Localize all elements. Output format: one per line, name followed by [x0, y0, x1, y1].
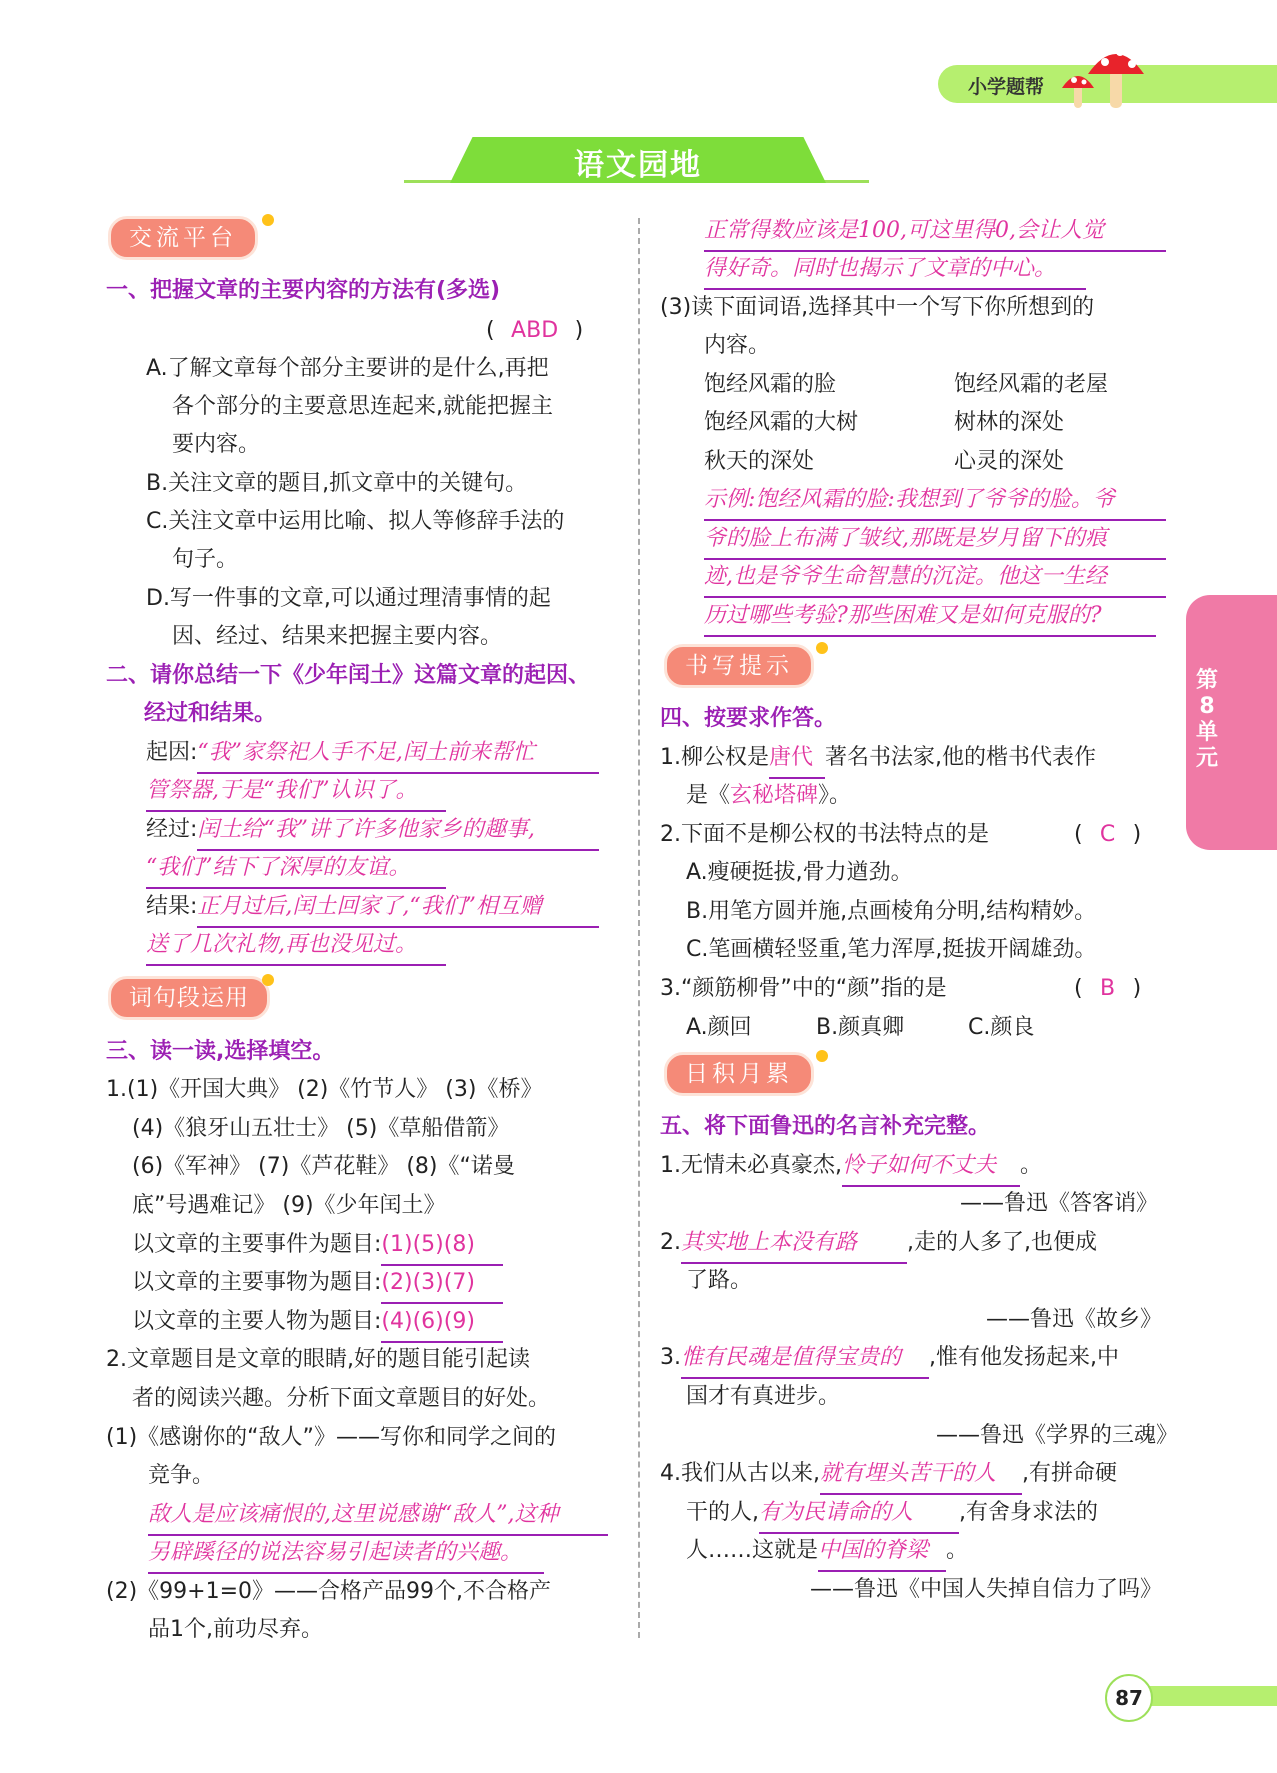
- option-a: A.了解文章每个部分主要讲的是什么,再把: [146, 356, 549, 381]
- answer-2-2-line-2: 得好奇。同时也揭示了文章的中心。: [704, 250, 1086, 290]
- section-badge-accumulation: 日积月累: [664, 1052, 814, 1096]
- section-badge-usage: 词句段运用: [108, 976, 270, 1020]
- answer-2-1-line-1: 敌人是应该痛恨的,这里说感谢“敌人”,这种: [148, 1496, 608, 1536]
- brand-name: 小学题帮: [968, 76, 1045, 98]
- fill-object: 以文章的主要事物为题目:(2)(3)(7): [132, 1264, 503, 1304]
- quote-2-cont: 了路。: [686, 1268, 753, 1293]
- section-badge-exchange: 交流平台: [108, 216, 258, 260]
- sub-question-2-1: (1)《感谢你的“敌人”》——写你和同学之间的: [106, 1425, 556, 1450]
- option-4-2-b: B.用笔方圆并施,点画棱角分明,结构精妙。: [686, 899, 1097, 924]
- page-title: 语文园地: [574, 148, 702, 183]
- word-4: 树林的深处: [954, 410, 1065, 435]
- quote-3-cont: 国才有真进步。: [686, 1384, 841, 1409]
- badge-dot: [816, 1050, 828, 1062]
- option-4-3-c: C.颜良: [968, 1015, 1035, 1040]
- word-6: 心灵的深处: [954, 449, 1065, 474]
- option-d: D.写一件事的文章,可以通过理清事情的起: [146, 586, 551, 611]
- quote-1: 1.无情未必真豪杰,怜子如何不丈夫 。: [660, 1147, 1042, 1187]
- option-4-2-a: A.瘦硬挺拔,骨力遒劲。: [686, 860, 913, 885]
- question-4-3: 3.“颜筋柳骨”中的“颜”指的是: [660, 976, 947, 1001]
- quote-2: 2.其实地上本没有路 ,走的人多了,也便成: [660, 1224, 1097, 1264]
- column-divider: [638, 218, 640, 1638]
- option-b: B.关注文章的题目,抓文章中的关键句。: [146, 471, 528, 496]
- word-2: 饱经风霜的老屋: [954, 372, 1109, 397]
- option-a-cont: 要内容。: [172, 432, 261, 457]
- answer-2-1-line-2: 另辟蹊径的说法容易引起读者的兴趣。: [148, 1534, 544, 1574]
- question-4-2: 2.下面不是柳公权的书法特点的是: [660, 822, 989, 847]
- sub-question-2: 2.文章题目是文章的眼睛,好的题目能引起读: [106, 1347, 530, 1372]
- unit-label: 第8单元: [1195, 668, 1218, 771]
- sub-question-3-cont: 内容。: [704, 333, 771, 358]
- quote-4-cont-2: 人……这就是中国的脊梁 。: [686, 1532, 968, 1572]
- question-2: 二、请你总结一下《少年闰土》这篇文章的起因、: [106, 663, 591, 688]
- answer-4-2: ( C ): [1074, 822, 1142, 847]
- result-line-2: 送了几次礼物,再也没见过。: [146, 926, 446, 966]
- question-2-cont: 经过和结果。: [144, 701, 277, 726]
- sub-question-2-2-cont: 品1个,前功尽弃。: [148, 1617, 323, 1642]
- cause-line: 起因:“我”家祭祀人手不足,闰土前来帮忙: [146, 734, 599, 774]
- question-4-1-cont: 是《玄秘塔碑》。: [686, 783, 852, 808]
- fill-person: 以文章的主要人物为题目:(4)(6)(9): [132, 1303, 503, 1343]
- sub-question-3: (3)读下面词语,选择其中一个写下你所想到的: [660, 295, 1095, 320]
- quote-3: 3.惟有民魂是值得宝贵的 ,惟有他发扬起来,中: [660, 1339, 1119, 1379]
- example-line-1: 示例:饱经风霜的脸:我想到了爷爷的脸。爷: [704, 481, 1166, 521]
- mushroom-icon: [1060, 40, 1150, 110]
- option-a-cont: 各个部分的主要意思连起来,就能把握主: [172, 394, 553, 419]
- titles-line-4: 底”号遇难记》 (9)《少年闰土》: [132, 1193, 446, 1218]
- titles-line-3: (6)《军神》 (7)《芦花鞋》 (8)《“诺曼: [132, 1154, 515, 1179]
- option-4-3-b: B.颜真卿: [816, 1015, 905, 1040]
- page-number: 87: [1105, 1674, 1153, 1722]
- section-badge-writing: 书写提示: [664, 644, 814, 688]
- option-4-3-a: A.颜回: [686, 1015, 752, 1040]
- answer-4-3: ( B ): [1074, 976, 1142, 1001]
- result-line: 结果:正月过后,闰土回家了,“我们”相互赠: [146, 888, 599, 928]
- quote-4-cont: 干的人,有为民请命的人 ,有舍身求法的: [686, 1494, 1098, 1534]
- question-4: 四、按要求作答。: [660, 706, 837, 731]
- titles-line-1: 1.(1)《开国大典》 (2)《竹节人》 (3)《桥》: [106, 1077, 543, 1102]
- sub-question-2-cont: 者的阅读兴趣。分析下面文章题目的好处。: [132, 1386, 551, 1411]
- fill-event: 以文章的主要事件为题目:(1)(5)(8): [132, 1226, 503, 1266]
- word-1: 饱经风霜的脸: [704, 372, 837, 397]
- option-4-2-c: C.笔画横轻竖重,笔力浑厚,挺拔开阔雄劲。: [686, 937, 1097, 962]
- option-c-cont: 句子。: [172, 547, 239, 572]
- example-line-3: 迹,也是爷爷生命智慧的沉淀。他这一生经: [704, 558, 1166, 598]
- question-1: 一、把握文章的主要内容的方法有(多选): [106, 278, 501, 303]
- question-4-1: 1.柳公权是唐代 著名书法家,他的楷书代表作: [660, 739, 1096, 779]
- badge-dot: [262, 974, 274, 986]
- example-line-4: 历过哪些考验?那些困难又是如何克服的?: [704, 597, 1156, 637]
- quote-2-source: ——鲁迅《故乡》: [986, 1307, 1163, 1332]
- answer-2-2-line-1: 正常得数应该是100,可这里得0,会让人觉: [704, 212, 1166, 252]
- quote-3-source: ——鲁迅《学界的三魂》: [936, 1423, 1179, 1448]
- badge-dot: [816, 642, 828, 654]
- titles-line-2: (4)《狼牙山五壮士》 (5)《草船借箭》: [132, 1116, 510, 1141]
- process-line: 经过:闰土给“我”讲了许多他家乡的趣事,: [146, 811, 599, 851]
- answer-bracket: ( ABD ): [486, 318, 584, 343]
- option-c: C.关注文章中运用比喻、拟人等修辞手法的: [146, 509, 565, 534]
- quote-4: 4.我们从古以来,就有埋头苦干的人 ,有拼命硬: [660, 1455, 1117, 1495]
- question-3: 三、读一读,选择填空。: [106, 1039, 335, 1064]
- example-line-2: 爷的脸上布满了皱纹,那既是岁月留下的痕: [704, 520, 1166, 560]
- sub-question-2-2: (2)《99+1=0》——合格产品99个,不合格产: [106, 1579, 552, 1604]
- cause-line-2: 管祭器,于是“我们”认识了。: [146, 772, 446, 812]
- quote-4-source: ——鲁迅《中国人失掉自信力了吗》: [810, 1577, 1163, 1602]
- word-5: 秋天的深处: [704, 449, 815, 474]
- question-5: 五、将下面鲁迅的名言补充完整。: [660, 1114, 991, 1139]
- quote-1-source: ——鲁迅《答客诮》: [960, 1191, 1159, 1216]
- word-3: 饱经风霜的大树: [704, 410, 859, 435]
- option-d-cont: 因、经过、结果来把握主要内容。: [172, 624, 503, 649]
- badge-dot: [262, 214, 274, 226]
- process-line-2: “我们”结下了深厚的友谊。: [146, 849, 446, 889]
- sub-question-2-1-cont: 竞争。: [148, 1463, 215, 1488]
